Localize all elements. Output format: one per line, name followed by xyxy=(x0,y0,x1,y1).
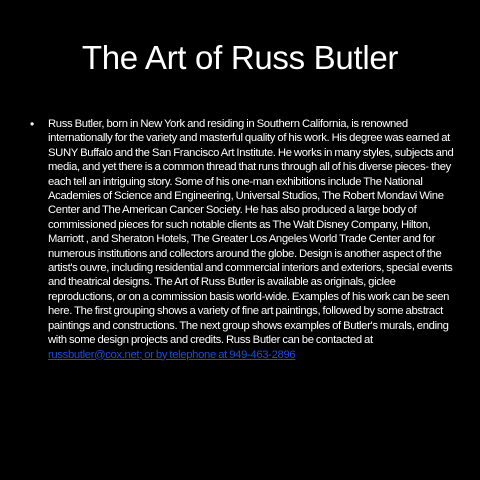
slide-title: The Art of Russ Butler xyxy=(81,39,399,76)
slide-body xyxy=(30,117,454,362)
bio-text: Russ Butler, born in New York and residing in Southern California, is renowned internationally for the variety and masterful quality of his work. His degree was earned at SUNY Buffalo and the San Francisco Art Institute. He works in many styles, subjects and media, and yet there is a common thread that runs through all of his diverse pieces- they each tell an intriguing story. Some of his one-man exhibitions include The National Academies of Science and Engineering, Universal Studios, The Robert Mondavi Wine Center and The American Cancer Society. He has also produced a large body of commissioned pieces for such notable clients as The Walt Disney Company, Hilton, Marriott , and Sheraton Hotels, The Greater Los Angeles World Trade Center and for numerous institutions and collectors around the globe. Design is another aspect of the artist's ouvre, including residential and commercial interiors and exteriors, special events and theatrical designs. The Art of Russ Butler is available as originals, giclee reproductions, or on a commission basis world-wide. Examples of his work can be seen here. The first grouping shows a variety of fine art paintings, followed by some abstract paintings and constructions. The next group shows examples of Butler's murals, ending with some design projects and credits. Russ Butler can be contacted at xyxy=(48,118,454,347)
bio-paragraph xyxy=(48,117,454,362)
contact-link[interactable]: russbutler@cox.net; or by telephone at 949-463-2896 xyxy=(48,348,296,361)
bullet-marker: • xyxy=(30,117,35,131)
